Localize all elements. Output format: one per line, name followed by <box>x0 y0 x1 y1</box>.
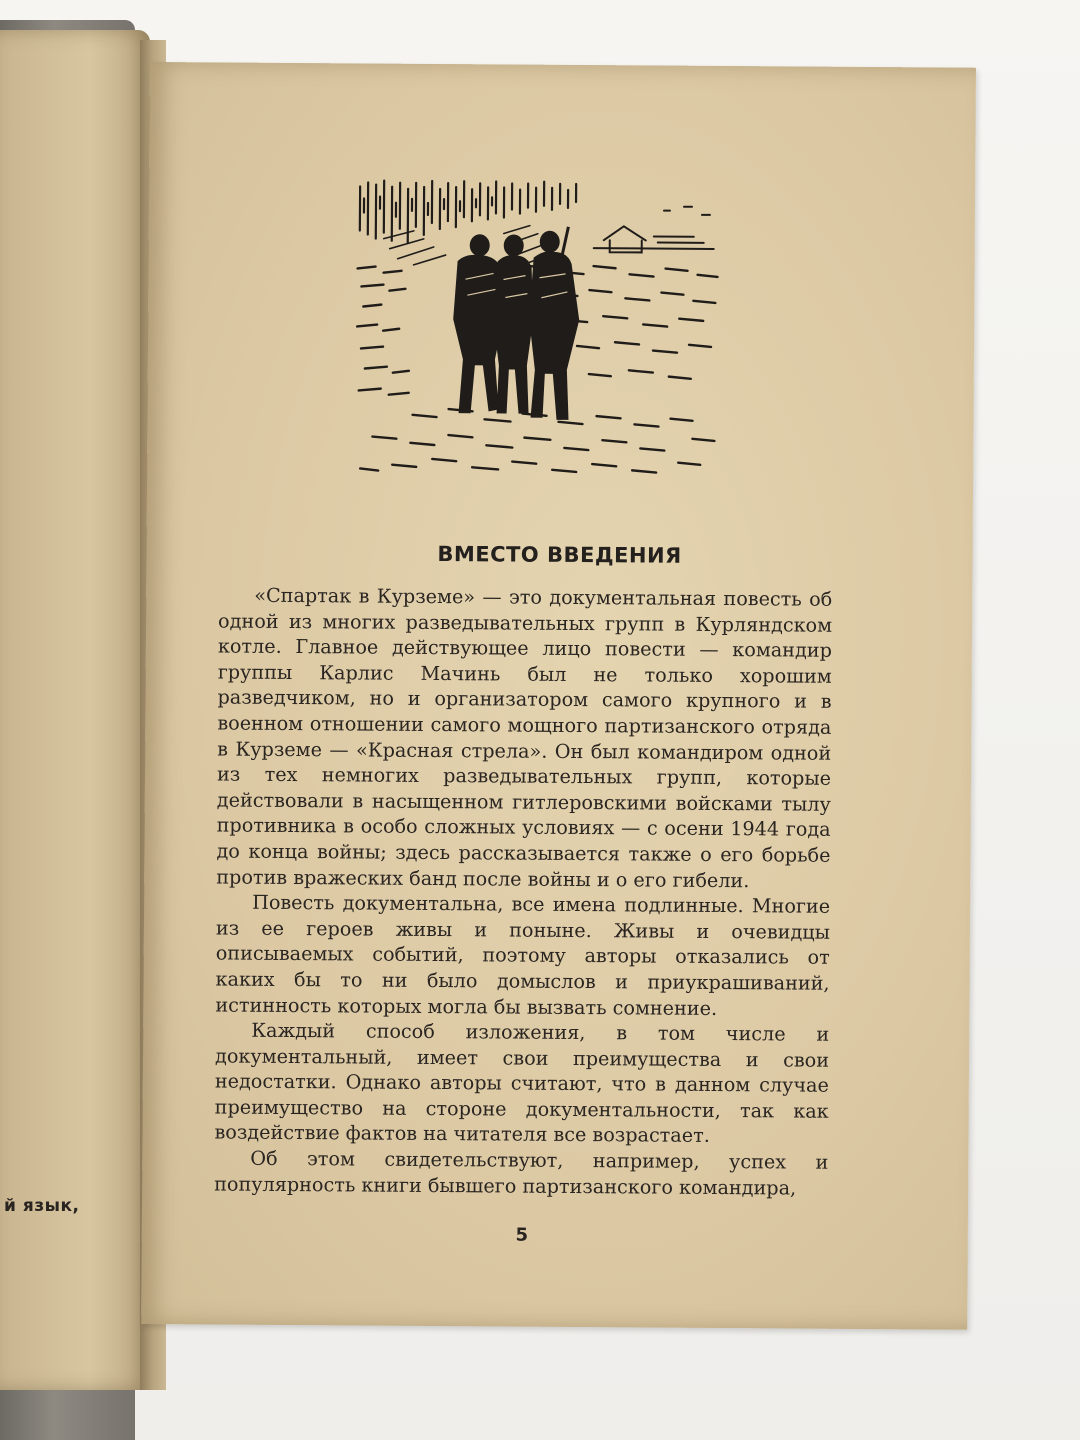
paragraph-1: «Спартак в Курземе» — это документальная повесть об одной из многих разведывательных групп в Курляндском котле. Главное действующее лицо повести — командир группы Карлис Мачинь был не только хорошим разведчиком, но и организатором самого крупного и в военном отношении самого мощного партизанского отряда в Курземе — «Красная стрела». Он был командиром одной из тех немногих разведывательных групп, которые действовали в насыщенном гитлеровскими войсками тылу противника в особо сложных условиях — с осени 1944 года до конца войны; здесь рассказывается также о его борьбе против вражеских банд после войны и о его гибели. <box>216 583 833 892</box>
paragraph-4: Об этом свидетельствуют, например, успех и популярность книги бывшего партизанского командира, <box>214 1146 829 1200</box>
body-text <box>214 582 832 1201</box>
paragraph-3: Каждый способ изложения, в том числе и документальный, имеет свои преимущества и свои недостатки. Однако авторы считают, что в данном случае преимущество на стороне документальности, так как воздействие фактов на читателя все возрастает. <box>214 1018 830 1148</box>
left-page-text-fragment: й язык, <box>4 1196 80 1216</box>
left-page <box>0 30 150 1390</box>
paragraph-2: Повесть документальна, все имена подлинные. Многие из ее героев живы и поныне. Живы и очевидцы описываемых событий, поэтому авторы отказались от каких бы то ни было домыслов и приукрашиваний, истинность которых могла бы вызвать сомнение. <box>215 890 831 1020</box>
chapter-heading: ВМЕСТО ВВЕДЕНИЯ <box>437 542 682 568</box>
page-number: 5 <box>515 1224 529 1246</box>
right-page <box>141 62 976 1330</box>
woodcut-illustration <box>352 168 726 489</box>
